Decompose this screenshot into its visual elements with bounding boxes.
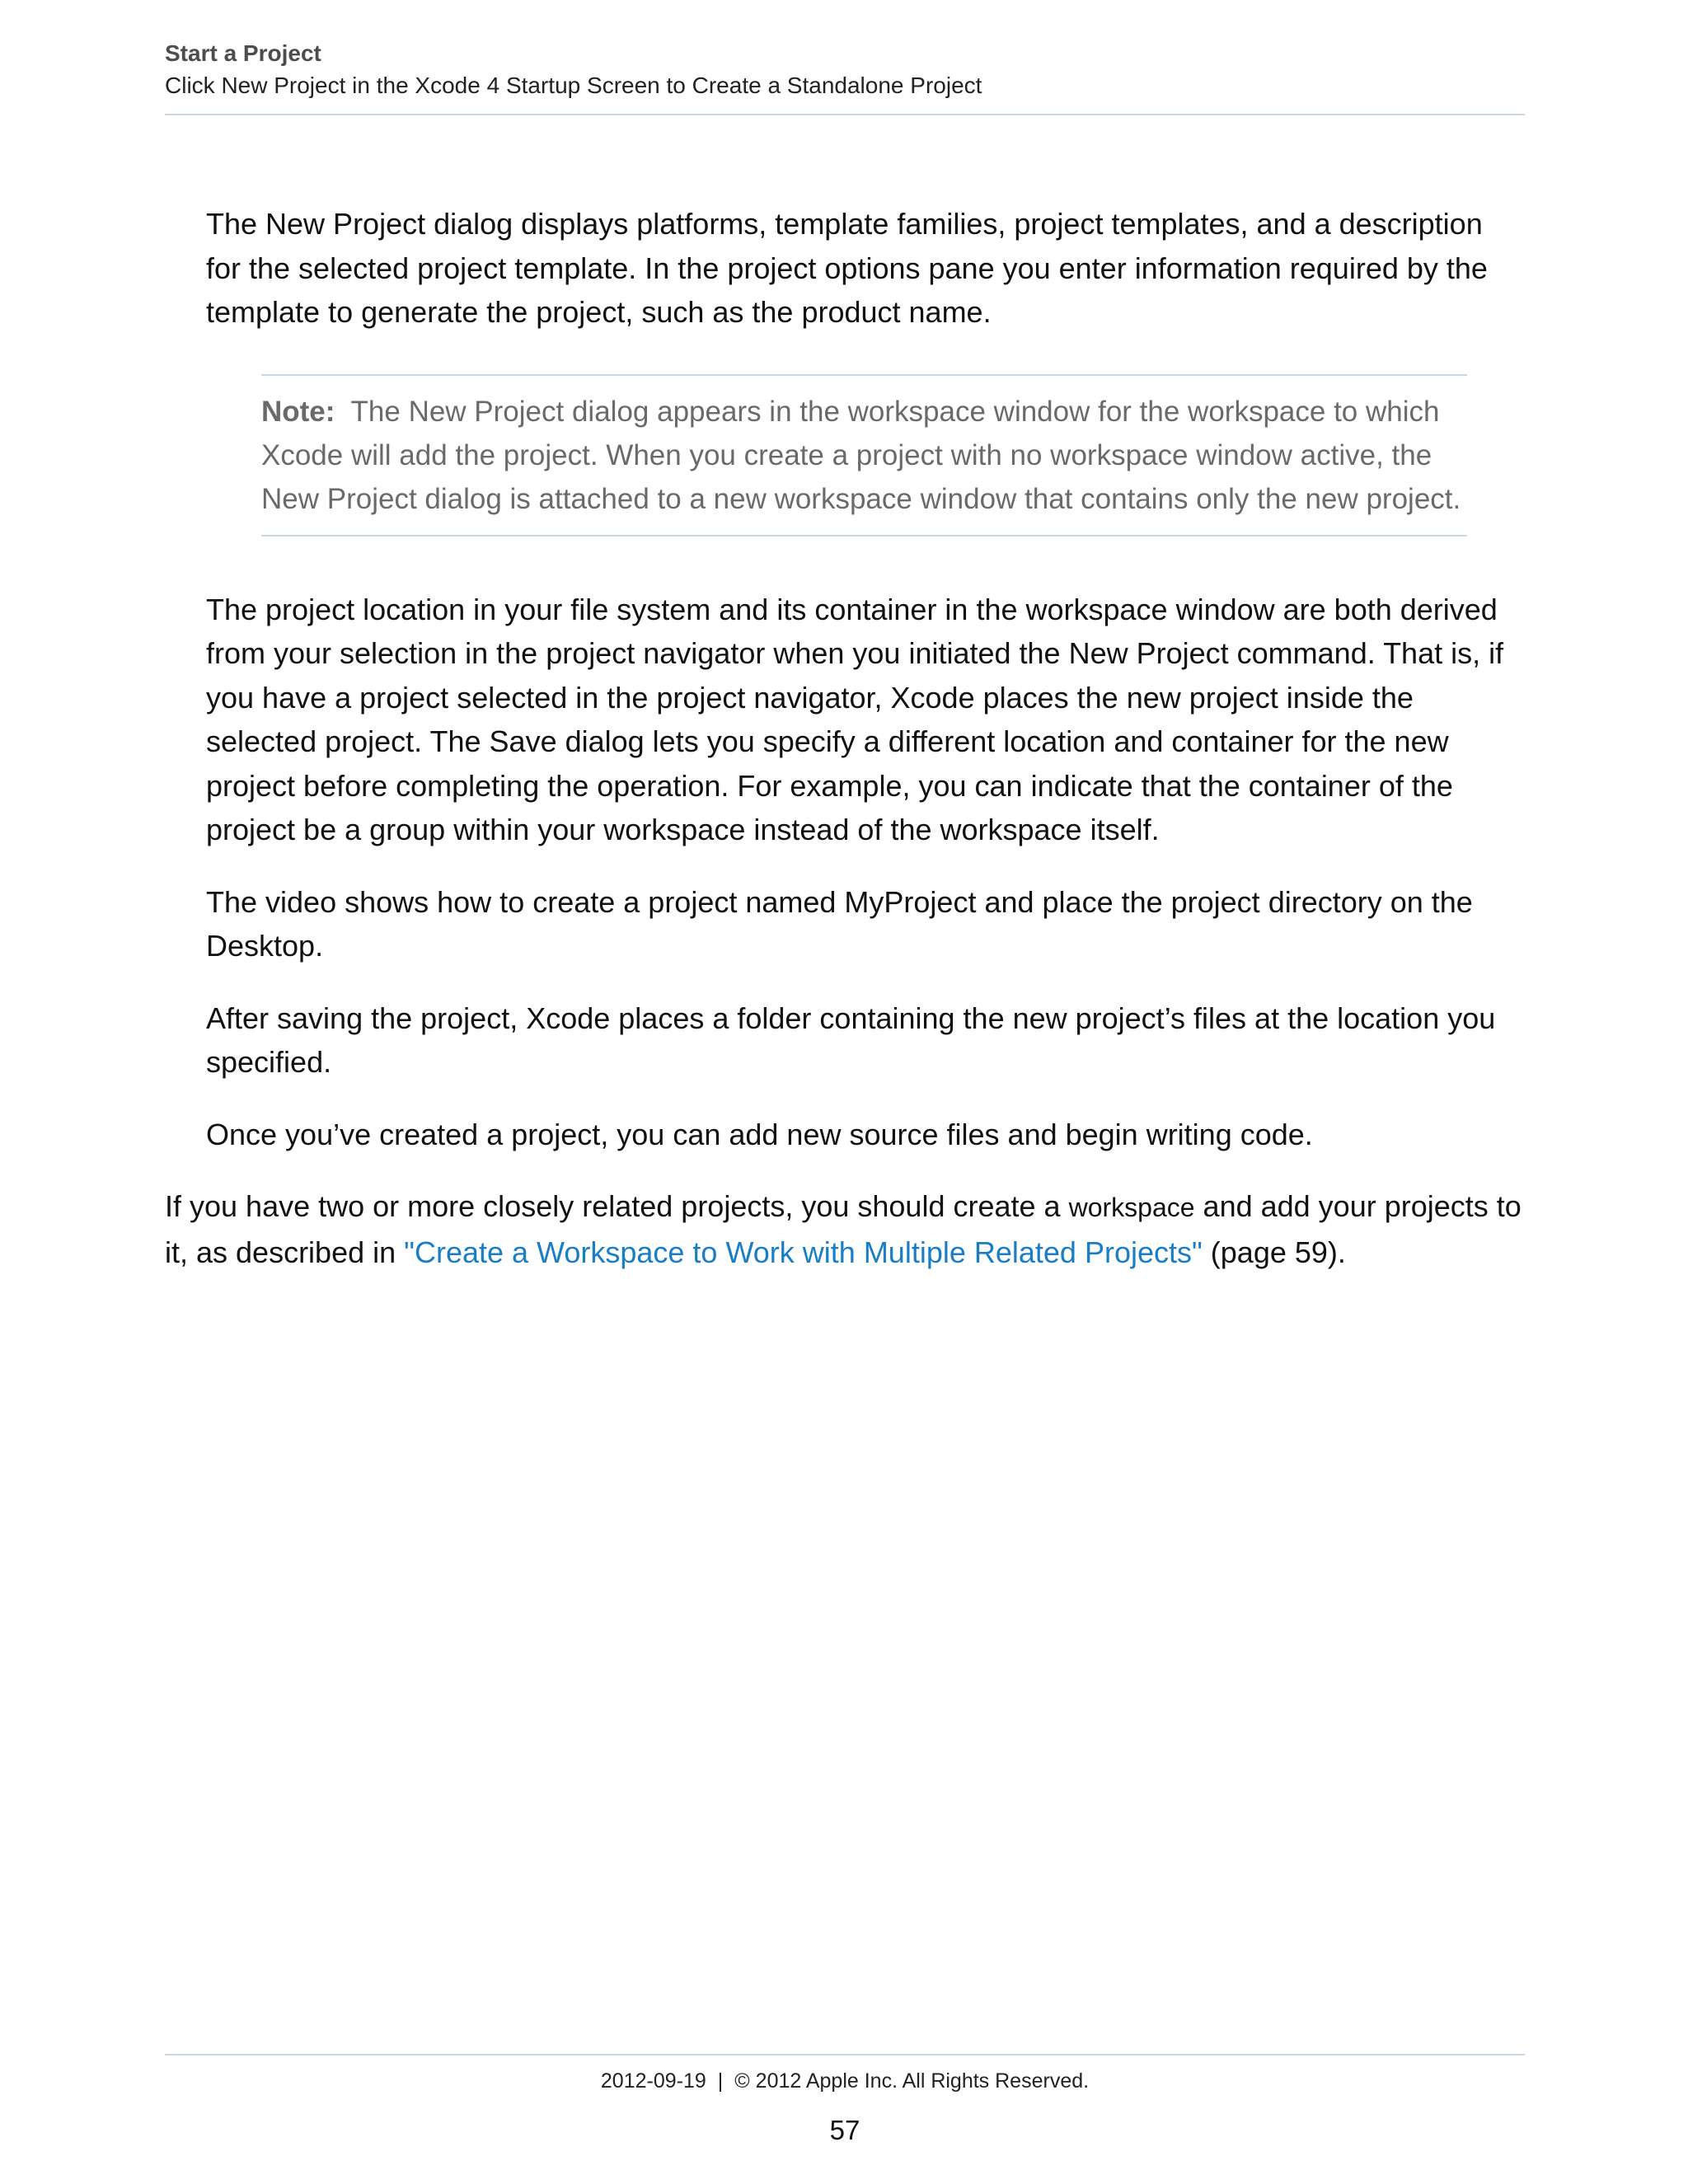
footer-date: 2012-09-19 bbox=[600, 2069, 706, 2093]
footer-separator: | bbox=[717, 2069, 724, 2093]
indented-body-2 bbox=[206, 588, 1525, 1157]
page-content bbox=[165, 202, 1525, 1274]
page-reference: (page 59). bbox=[1210, 1235, 1346, 1269]
paragraph-video: The video shows how to create a project named MyProject and place the project directory on the Desktop. bbox=[206, 884, 1473, 963]
paragraph-after-saving: After saving the project, Xcode places a folder containing the new project’s files at the location you specified. bbox=[206, 1001, 1496, 1079]
page-header bbox=[165, 38, 1525, 102]
header-divider bbox=[165, 114, 1525, 115]
paragraph-workspace bbox=[165, 1184, 1525, 1274]
paragraph-project-location: The project location in your file system and its container in the workspace window are both derived from your selection in the project navigator when you initiated the New Project command. That is, if you have a project selected in the project navigator, Xcode places the new project inside the selected project. The Save dialog lets you specify a different location and container for the new project before completing the operation. For example, you can indicate that the container of the project be a group within your workspace instead of the workspace itself. bbox=[206, 592, 1504, 846]
paragraph-add-source-files: Once you’ve created a project, you can add new source files and begin writing code. bbox=[206, 1117, 1313, 1151]
note-paragraph bbox=[261, 390, 1467, 521]
header-subtitle: Click New Project in the Xcode 4 Startup Screen to Create a Standalone Project bbox=[165, 73, 982, 98]
page-footer bbox=[165, 2067, 1525, 2095]
paragraph-new-project-dialog: The New Project dialog displays platforms, template families, project templates, and a description for the selected project template. In the project options pane you enter information required by the template to generate the project, such as the product name. bbox=[206, 207, 1488, 329]
footer-copyright: © 2012 Apple Inc. All Rights Reserved. bbox=[734, 2069, 1090, 2093]
workspace-text-after: and add your projects to it, as described in bbox=[165, 1189, 1522, 1269]
footer-divider bbox=[165, 2054, 1525, 2055]
indented-body bbox=[206, 202, 1525, 335]
note-text: The New Project dialog appears in the workspace window for the workspace to which Xcode will add the project. When you create a project with no workspace window active, the New Project dialog is attached to a new workspace window that contains only the new project. bbox=[261, 395, 1461, 515]
page-number: 57 bbox=[829, 2115, 860, 2145]
create-workspace-link[interactable]: "Create a Workspace to Work with Multiple Related Projects" bbox=[404, 1235, 1203, 1269]
note-label: Note: bbox=[261, 395, 335, 428]
header-section-title: Start a Project bbox=[165, 40, 321, 66]
note-box bbox=[261, 374, 1467, 537]
workspace-term: workspace bbox=[1068, 1193, 1195, 1222]
workspace-text-before: If you have two or more closely related projects, you should create a bbox=[165, 1189, 1061, 1223]
